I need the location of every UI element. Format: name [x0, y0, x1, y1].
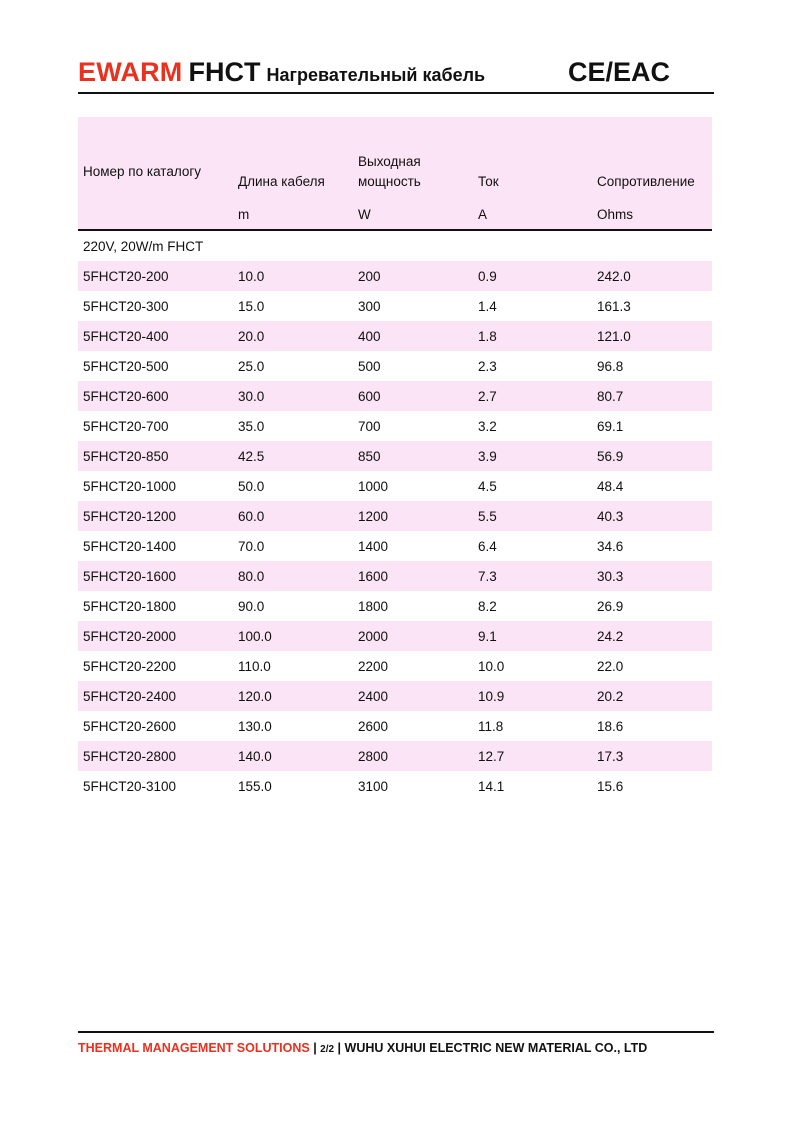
cell-resistance: 56.9: [592, 441, 712, 471]
cell-catalog: 5FHCT20-3100: [83, 778, 177, 794]
cell-catalog: 5FHCT20-700: [83, 418, 169, 434]
certification-label: CE/EAC: [568, 57, 671, 87]
cell-resistance: 161.3: [597, 298, 631, 314]
cell-catalog: 5FHCT20-600: [78, 381, 233, 411]
cell-resistance: 30.3: [592, 561, 712, 591]
page-number: 2/2: [320, 1044, 335, 1055]
cell-catalog: 5FHCT20-1400: [83, 538, 177, 554]
table-row: [78, 771, 712, 801]
cell-current: 2.7: [473, 381, 592, 411]
cell-length: 35.0: [238, 418, 265, 434]
cell-length: 140.0: [233, 741, 353, 771]
cell-length: 155.0: [238, 778, 272, 794]
cell-catalog: 5FHCT20-1200: [78, 501, 233, 531]
cell-resistance: 69.1: [597, 418, 624, 434]
cell-current: 3.2: [478, 418, 497, 434]
cell-power: 2600: [358, 718, 389, 734]
cell-catalog: 5FHCT20-300: [83, 298, 169, 314]
header-power-line1: Выходная: [358, 154, 421, 169]
cell-current: 10.9: [473, 681, 592, 711]
cell-catalog: 5FHCT20-400: [78, 321, 233, 351]
cell-current: 12.7: [473, 741, 592, 771]
cell-power: 1400: [358, 538, 389, 554]
table-row: [78, 741, 712, 771]
table-row: [78, 321, 712, 351]
cell-length: 10.0: [233, 261, 353, 291]
cell-power: 200: [353, 261, 473, 291]
cell-current: 5.5: [473, 501, 592, 531]
cell-current: 14.1: [478, 778, 505, 794]
cell-current: 10.0: [478, 658, 505, 674]
cell-current: 0.9: [473, 261, 592, 291]
table-header-row: [78, 117, 712, 199]
cell-length: 90.0: [238, 598, 265, 614]
unit-power: W: [353, 199, 473, 230]
cell-catalog: 5FHCT20-1800: [83, 598, 177, 614]
cell-length: 30.0: [233, 381, 353, 411]
cell-catalog: 5FHCT20-2400: [78, 681, 233, 711]
cell-power: 600: [353, 381, 473, 411]
footer-divider: [78, 1031, 714, 1033]
cell-length: 130.0: [238, 718, 272, 734]
cell-catalog: 5FHCT20-200: [78, 261, 233, 291]
cell-length: 50.0: [238, 478, 265, 494]
cell-power: 1200: [353, 501, 473, 531]
cell-power: 850: [353, 441, 473, 471]
group-label: 220V, 20W/m FHCT: [83, 238, 204, 254]
cell-resistance: 18.6: [597, 718, 624, 734]
cell-resistance: 22.0: [597, 658, 624, 674]
model-name: FHCT: [188, 57, 261, 87]
cell-power: 1000: [358, 478, 389, 494]
cell-length: 100.0: [233, 621, 353, 651]
table-row: [78, 471, 712, 501]
cell-resistance: 121.0: [592, 321, 712, 351]
cell-resistance: 48.4: [597, 478, 624, 494]
cell-power: 500: [358, 358, 381, 374]
table-row: [78, 711, 712, 741]
cell-length: 15.0: [238, 298, 265, 314]
cell-catalog: 5FHCT20-2600: [83, 718, 177, 734]
document-header: [78, 57, 714, 93]
cell-current: 7.3: [473, 561, 592, 591]
cell-resistance: 34.6: [597, 538, 624, 554]
cell-power: 400: [353, 321, 473, 351]
footer-company: WUHU XUHUI ELECTRIC NEW MATERIAL CO., LTD: [344, 1041, 648, 1055]
table-row: [78, 651, 712, 681]
table-row: [78, 531, 712, 561]
cell-length: 60.0: [233, 501, 353, 531]
product-subtitle: Нагревательный кабель: [266, 65, 486, 85]
header-divider: [78, 92, 714, 94]
cell-catalog: 5FHCT20-850: [78, 441, 233, 471]
cell-resistance: 40.3: [592, 501, 712, 531]
cell-resistance: 242.0: [592, 261, 712, 291]
cell-resistance: 15.6: [597, 778, 624, 794]
cell-power: 1600: [353, 561, 473, 591]
spec-table: [78, 117, 712, 801]
footer-tagline: THERMAL MANAGEMENT SOLUTIONS: [78, 1041, 310, 1055]
cell-resistance: 24.2: [592, 621, 712, 651]
unit-catalog: [78, 199, 233, 230]
table-units-row: [78, 199, 712, 230]
table-row: [78, 561, 712, 591]
table-row: [78, 291, 712, 321]
cell-resistance: 80.7: [592, 381, 712, 411]
cell-current: 1.4: [478, 298, 497, 314]
unit-length: m: [233, 199, 353, 230]
cell-current: 1.8: [473, 321, 592, 351]
table-row: [78, 351, 712, 381]
cell-length: 25.0: [238, 358, 265, 374]
header-catalog: Номер по каталогу: [78, 117, 233, 199]
cell-resistance: 17.3: [592, 741, 712, 771]
cell-length: 42.5: [233, 441, 353, 471]
unit-current: A: [473, 199, 592, 230]
brand-name: EWARM: [78, 57, 183, 87]
cell-catalog: 5FHCT20-2200: [83, 658, 177, 674]
cell-catalog: 5FHCT20-500: [83, 358, 169, 374]
table-body: [78, 230, 712, 801]
table-row: [78, 621, 712, 651]
table-row: [78, 261, 712, 291]
cell-catalog: 5FHCT20-1600: [78, 561, 233, 591]
header-current: Ток: [473, 117, 592, 199]
table-row: [78, 441, 712, 471]
table-row: [78, 681, 712, 711]
cell-length: 120.0: [233, 681, 353, 711]
cell-current: 8.2: [478, 598, 497, 614]
cell-resistance: 96.8: [597, 358, 624, 374]
cell-resistance: 26.9: [597, 598, 624, 614]
cell-power: 3100: [358, 778, 389, 794]
cell-current: 4.5: [478, 478, 497, 494]
cell-power: 2200: [358, 658, 389, 674]
group-row: [78, 230, 712, 261]
header-power-line2: мощность: [358, 174, 421, 189]
footer-separator-2: |: [334, 1041, 345, 1055]
cell-length: 20.0: [233, 321, 353, 351]
header-length: Длина кабеля: [233, 117, 353, 199]
cell-catalog: 5FHCT20-2800: [78, 741, 233, 771]
cell-length: 80.0: [233, 561, 353, 591]
cell-power: 1800: [358, 598, 389, 614]
header-power: [353, 117, 473, 199]
cell-current: 11.8: [478, 718, 504, 734]
cell-catalog: 5FHCT20-2000: [78, 621, 233, 651]
cell-power: 700: [358, 418, 381, 434]
cell-length: 110.0: [238, 658, 271, 674]
cell-power: 2000: [353, 621, 473, 651]
header-resistance: Сопротивление: [592, 117, 712, 199]
cell-power: 2400: [353, 681, 473, 711]
cell-current: 6.4: [478, 538, 497, 554]
cell-resistance: 20.2: [592, 681, 712, 711]
cell-catalog: 5FHCT20-1000: [83, 478, 177, 494]
footer-separator: |: [309, 1041, 321, 1055]
table-row: [78, 501, 712, 531]
page-footer: [78, 1041, 718, 1055]
table-row: [78, 411, 712, 441]
cell-power: 2800: [353, 741, 473, 771]
cell-current: 9.1: [473, 621, 592, 651]
cell-power: 300: [358, 298, 381, 314]
cell-current: 2.3: [478, 358, 497, 374]
unit-resistance: Ohms: [592, 199, 712, 230]
cell-current: 3.9: [473, 441, 592, 471]
table-row: [78, 381, 712, 411]
table-row: [78, 591, 712, 621]
product-title: [78, 57, 485, 88]
cell-length: 70.0: [238, 538, 265, 554]
